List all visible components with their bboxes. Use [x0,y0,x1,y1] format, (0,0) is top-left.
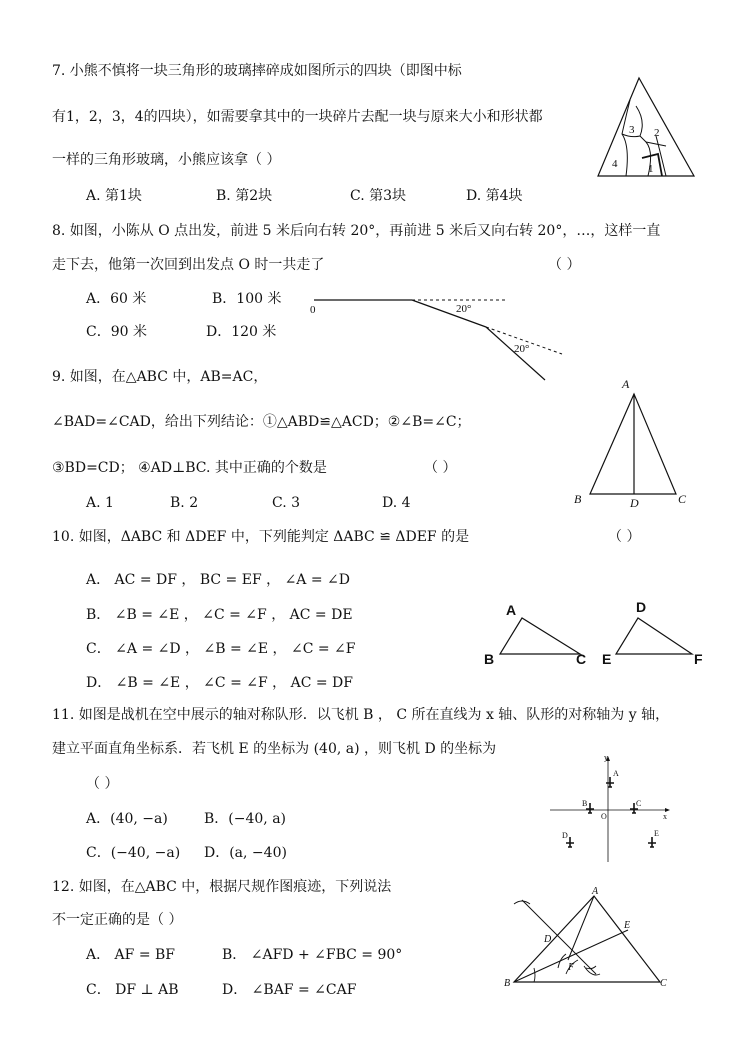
q12-option-c: C． DF ⊥ AB [86,982,179,998]
q12-fig-label-f: F [568,962,575,973]
q9-fig-label-d: D [630,496,639,510]
q11-fig-label-b: B [582,799,588,808]
q8-walking-path-figure [300,290,570,385]
q11-line1: 11. 如图是战机在空中展示的轴对称队形．以飞机 B ， C 所在直线为 x 轴、队形的对称轴为 y 轴， [52,707,670,723]
q7-option-c: C. 第3块 [350,188,407,204]
q7-option-a: A. 第1块 [86,188,142,204]
q12-line2: 不一定正确的是（ ） [52,912,183,928]
q7-option-d: D. 第4块 [466,188,523,204]
q12-line1: 12. 如图，在△ABC 中，根据尺规作图痕迹，下列说法 [52,879,392,895]
q11-fig-label-a: A [613,769,619,778]
q8-fig-label-angle1: 20° [456,303,472,315]
q12-fig-label-e: E [624,920,631,931]
q7-option-b: B. 第2块 [216,188,273,204]
q8-option-b: B．100 米 [212,291,282,307]
q11-option-a: A．(40, −a) [86,811,168,827]
q8-option-d: D．120 米 [206,324,277,340]
q10-fig-label-c: C [576,651,587,667]
q10-option-c: C． ∠A = ∠D ， ∠B = ∠E ， ∠C = ∠F [86,641,356,657]
q12-option-d: D． ∠BAF = ∠CAF [222,982,357,998]
q7-broken-glass-figure [596,76,696,180]
q10-fig-label-e: E [602,651,612,667]
q12-option-b: B． ∠AFD + ∠FBC = 90° [222,947,403,963]
q7-fig-label-4: 4 [612,158,618,170]
q11-plane-e-icon [648,837,656,847]
q10-fig-label-a: A [506,602,517,618]
q12-option-a: A． AF = BF [86,947,176,963]
q11-fig-label-y: y [604,753,608,762]
q8-fig-label-angle2: 20° [514,343,530,355]
q10-option-b: B． ∠B = ∠E ， ∠C = ∠F ， AC = DE [86,607,353,623]
q8-fig-label-o: 0 [310,304,316,316]
q9-fig-label-c: C [678,492,687,506]
q11-fig-label-o: O [601,812,607,821]
q10-line1: 10. 如图，ΔABC 和 ΔDEF 中，下列能判定 ΔABC ≌ ΔDEF 的是 [52,529,470,545]
q9-line1: 9. 如图，在△ABC 中，AB=AC， [52,369,268,385]
q7-line2: 有1，2，3，4的四块），如需要拿其中的一块碎片去配一块与原来大小和形状都 [52,109,543,125]
q10-option-a: A． AC = DF ， BC = EF ， ∠A = ∠D [86,572,351,588]
q11-line2: 建立平面直角坐标系．若飞机 E 的坐标为 (40, a) ，则飞机 D 的坐标为 [52,741,497,757]
q12-fig-label-b: B [504,978,511,989]
q10-fig-label-b: B [484,651,495,667]
q10-fig-label-d: D [636,599,647,615]
q11-fig-label-d: D [562,831,568,840]
q11-fig-label-e: E [654,829,659,838]
q10-two-triangles-figure [480,598,710,668]
q9-option-a: A. 1 [86,495,114,511]
q8-line1: 8. 如图，小陈从 O 点出发，前进 5 米后向右转 20°，再前进 5 米后又向右转 20°，…，这样一直 [52,223,661,239]
q9-option-b: B. 2 [170,495,199,511]
q8-option-a: A．60 米 [86,291,147,307]
q9-fig-label-b: B [574,492,582,506]
q12-compass-construction-figure [500,882,672,990]
q10-paren: （ ） [608,529,641,545]
q9-paren: （ ） [424,460,457,476]
q7-fig-label-3: 3 [629,124,635,136]
q11-fig-label-x: x [663,812,667,821]
q8-paren: （ ） [548,257,581,273]
q9-line2: ∠BAD=∠CAD，给出下列结论：①△ABD≌△ACD；②∠B=∠C； [52,414,471,430]
q11-option-d: D．(a, −40) [204,845,287,861]
q7-fig-label-2: 2 [654,127,660,139]
q12-fig-label-a: A [592,886,599,897]
q11-fig-label-c: C [636,799,642,808]
q11-option-c: C．(−40, −a) [86,845,181,861]
q9-option-c: C. 3 [272,495,301,511]
q7-line1: 7. 小熊不慎将一块三角形的玻璃摔碎成如图所示的四块（即图中标 [52,63,462,79]
q11-option-b: B．(−40, a) [204,811,287,827]
q11-plane-a-icon [606,777,614,787]
q9-triangle-abc-figure [566,376,696,510]
q10-option-d: D． ∠B = ∠E ， ∠C = ∠F ， AC = DF [86,675,353,691]
q11-coordinate-formation-figure [546,752,676,864]
q7-line3: 一样的三角形玻璃，小熊应该拿（ ） [52,152,281,168]
q8-option-c: C．90 米 [86,324,147,340]
q7-fig-label-1: 1 [648,163,654,175]
q9-fig-label-a: A [622,377,630,391]
q11-paren: （ ） [86,776,119,792]
q12-fig-label-d: D [544,934,552,945]
q9-option-d: D. 4 [382,495,411,511]
q12-fig-label-c: C [660,978,667,989]
q9-line3: ③BD=CD； ④AD⊥BC. 其中正确的个数是 [52,460,327,476]
q8-line2: 走下去，他第一次回到出发点 O 时一共走了 [52,257,325,273]
q10-fig-label-f: F [694,651,703,667]
